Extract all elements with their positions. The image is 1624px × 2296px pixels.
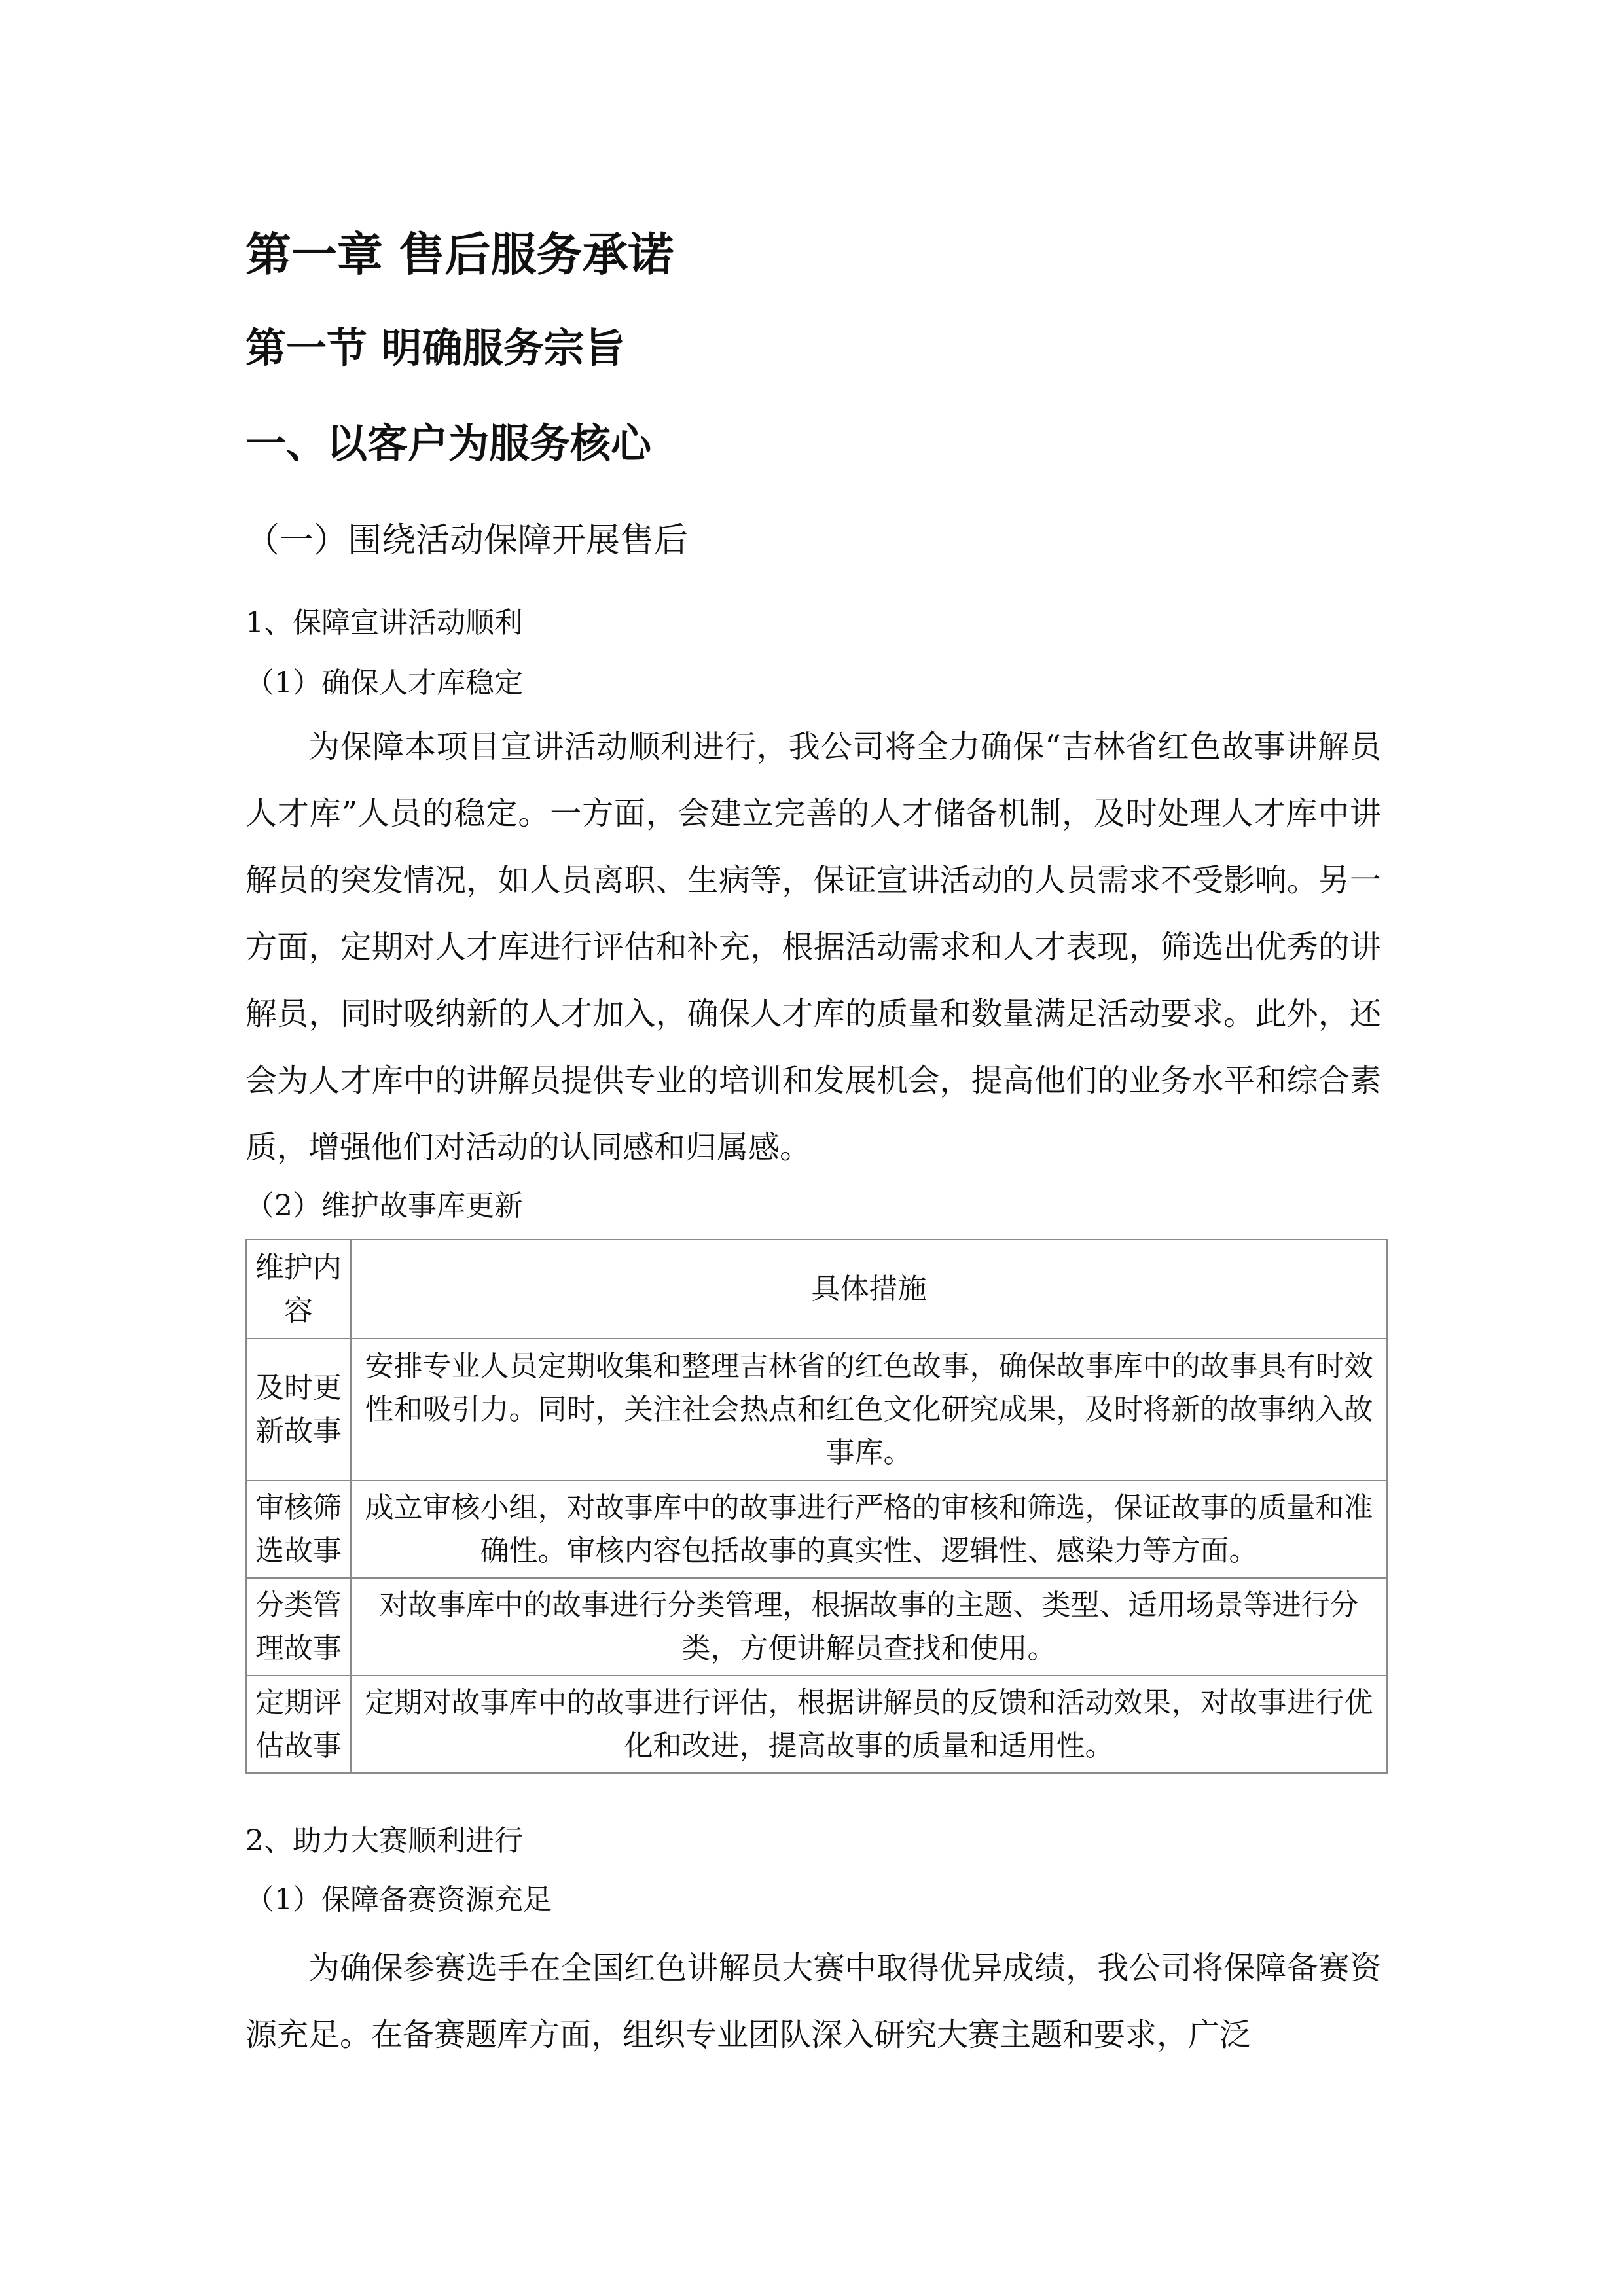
- item1-sub2-title: （2）维护故事库更新: [245, 1189, 523, 1223]
- table-header-cell: 具体措施: [351, 1240, 1387, 1338]
- table-cell-item: 及时更新故事: [246, 1338, 351, 1480]
- table-row: [246, 1676, 1387, 1773]
- story-library-table: [245, 1239, 1388, 1774]
- item1-title: 1、保障宣讲活动顺利: [245, 606, 523, 639]
- table-cell-item: 审核筛选故事: [246, 1480, 351, 1578]
- table-cell-item: 分类管理故事: [246, 1578, 351, 1676]
- table-row: [246, 1480, 1387, 1578]
- table-cell-item: 定期评估故事: [246, 1676, 351, 1773]
- item1-sub1-title: （1）确保人才库稳定: [245, 666, 523, 700]
- table-cell-measure: 安排专业人员定期收集和整理吉林省的红色故事，确保故事库中的故事具有时效性和吸引力。同时，关注社会热点和红色文化研究成果，及时将新的故事纳入故事库。: [351, 1338, 1387, 1480]
- part-title: （一）围绕活动保障开展售后: [245, 521, 689, 560]
- table-row: [246, 1578, 1387, 1676]
- chapter-title: 第一章 售后服务承诺: [245, 228, 674, 281]
- table-header-cell: 维护内容: [246, 1240, 351, 1338]
- item2-sub1-paragraph: 为确保参赛选手在全国红色讲解员大赛中取得优异成绩，我公司将保障备赛资源充足。在备赛题库方面，组织专业团队深入研究大赛主题和要求，广泛: [245, 1950, 1381, 2053]
- item1-sub1-paragraph: 为保障本项目宣讲活动顺利进行，我公司将全力确保“吉林省红色故事讲解员人才库”人员的稳定。一方面，会建立完善的人才储备机制，及时处理人才库中讲解员的突发情况，如人员离职、生病等，保证宣讲活动的人员需求不受影响。另一方面，定期对人才库进行评估和补充，根据活动需求和人才表现，筛选出优秀的讲解员，同时吸纳新的人才加入，确保人才库的质量和数量满足活动要求。此外，还会为人才库中的讲解员提供专业的培训和发展机会，提高他们的业务水平和综合素质，增强他们对活动的认同感和归属感。: [245, 728, 1381, 1166]
- table-cell-measure: 对故事库中的故事进行分类管理，根据故事的主题、类型、适用场景等进行分类，方便讲解员查找和使用。: [351, 1578, 1387, 1676]
- item2-title: 2、助力大赛顺利进行: [245, 1824, 523, 1857]
- section-title: 第一节 明确服务宗旨: [245, 324, 625, 372]
- table-row: [246, 1338, 1387, 1480]
- subsection-title: 一、以客户为服务核心: [245, 420, 652, 467]
- table-header-row: [246, 1240, 1387, 1338]
- item2-sub1-title: （1）保障备赛资源充足: [245, 1883, 552, 1916]
- table-cell-measure: 定期对故事库中的故事进行评估，根据讲解员的反馈和活动效果，对故事进行优化和改进，提高故事的质量和适用性。: [351, 1676, 1387, 1773]
- table-cell-measure: 成立审核小组，对故事库中的故事进行严格的审核和筛选，保证故事的质量和准确性。审核内容包括故事的真实性、逻辑性、感染力等方面。: [351, 1480, 1387, 1578]
